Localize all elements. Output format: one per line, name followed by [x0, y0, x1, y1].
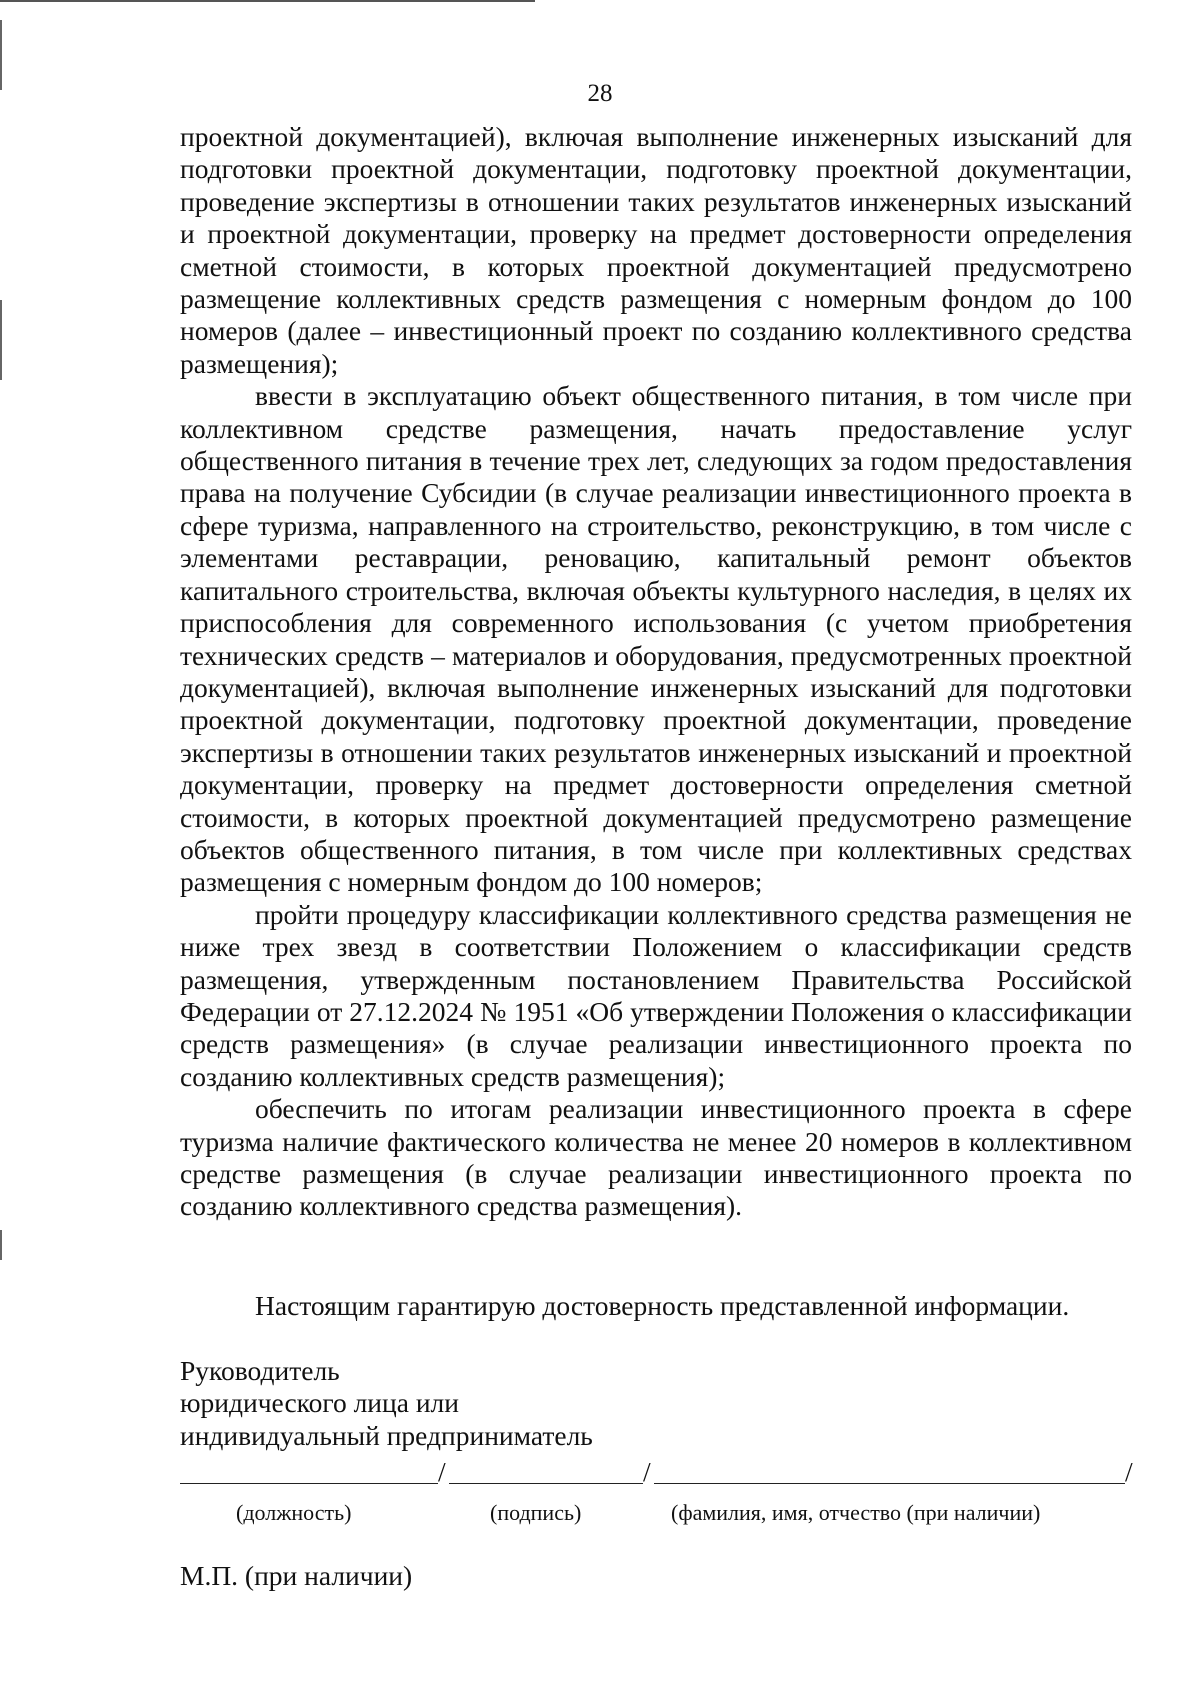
- signer-block: [180, 1355, 593, 1452]
- position-line: [180, 1483, 438, 1484]
- signature-slash: /: [438, 1456, 446, 1487]
- signature-slash: /: [1125, 1456, 1133, 1487]
- guarantee-statement: Настоящим гарантирую достоверность представленной информации.: [255, 1290, 1070, 1321]
- page-number: 28: [587, 80, 613, 107]
- stamp-label: М.П. (при наличии): [180, 1560, 413, 1591]
- paragraph: обеспечить по итогам реализации инвестиционного проекта в сфере туризма наличие фактического количества не менее 20 номеров в коллективном средстве размещения (в случае реализации инвестиционного проекта по созданию коллективного средства размещения).: [180, 1093, 1132, 1222]
- scan-edge-left: [0, 1230, 2, 1260]
- paragraph: пройти процедуру классификации коллективного средства размещения не ниже трех звезд в соответствии Положением о классификации средств размещения, утвержденным постановлением Правительства Российской Федерации от 27.12.2024 № 1951 «Об утверждении Положения о классификации средств размещения» (в случае реализации инвестиционного проекта по созданию коллективных средств размещения);: [180, 898, 1132, 1092]
- signature-line: [449, 1483, 643, 1484]
- paragraph: проектной документацией), включая выполнение инженерных изысканий для подготовки проектной документации, подготовку проектной документации, проведение экспертизы в отношении таких результатов инженерных изысканий и проектной документации, проверку на предмет достоверности определения сметной стоимости, в которых проектной документацией предусмотрено размещение коллективных средств размещения с номерным фондом до 100 номеров (далее – инвестиционный проект по созданию коллективного средства размещения);: [180, 121, 1132, 379]
- name-line: [654, 1483, 1125, 1484]
- signature-caption: (подпись): [490, 1500, 582, 1525]
- signer-line: юридического лица или: [180, 1387, 459, 1419]
- name-caption: (фамилия, имя, отчество (при наличии): [671, 1500, 1041, 1525]
- signer-line: Руководитель: [180, 1355, 340, 1386]
- paragraph: ввести в эксплуатацию объект общественного питания, в том числе при коллективном средстве размещения, начать предоставление услуг общественного питания в течение трех лет, следующих за годом предоставления права на получение Субсидии (в случае реализации инвестиционного проекта в сфере туризма, направленного на строительство, реконструкцию, в том числе с элементами реставрации, реновацию, капитальный ремонт объектов капитального строительства, включая объекты культурного наследия, в целях их приспособления для современного использования (с учетом приобретения технических средств – материалов и оборудования, предусмотренных проектной документацией), включая выполнение инженерных изысканий для подготовки проектной документации, подготовку проектной документации, проведение экспертизы в отношении таких результатов инженерных изысканий и проектной документации, проверку на предмет достоверности определения сметной стоимости, в которых проектной документацией предусмотрено размещение объектов общественного питания, в том числе при коллективных средствах размещения с номерным фондом до 100 номеров;: [180, 380, 1132, 898]
- scan-edge-top: [0, 0, 535, 2]
- scan-edge-left: [0, 300, 2, 380]
- signature-slash: /: [643, 1456, 651, 1487]
- body-text: [180, 121, 1132, 1223]
- signer-line: индивидуальный предприниматель: [180, 1419, 593, 1451]
- position-caption: (должность): [236, 1500, 352, 1525]
